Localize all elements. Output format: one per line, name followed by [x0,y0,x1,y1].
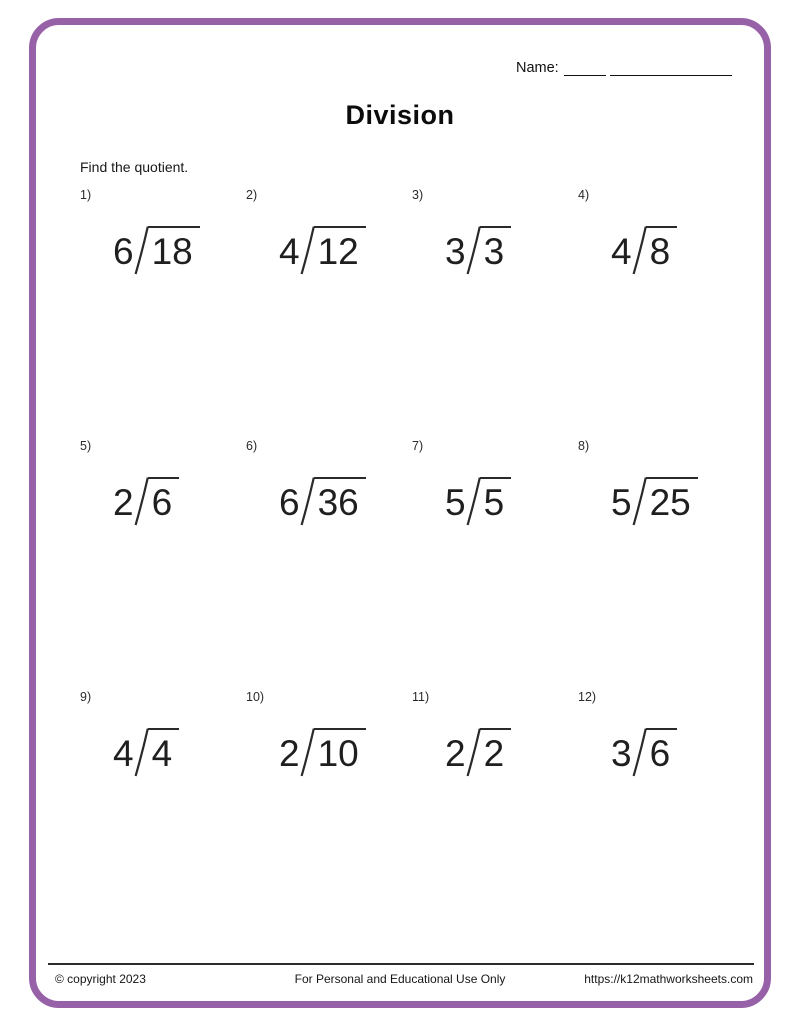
dividend: 10 [314,728,366,776]
divisor: 4 [611,231,632,272]
dividend: 8 [646,226,678,274]
dividend: 18 [148,226,200,274]
division-bracket-icon [466,477,481,526]
divisor: 6 [279,482,300,523]
dividend: 12 [314,226,366,274]
division-bracket-icon [632,728,647,777]
problem-number: 10) [246,690,265,704]
division-problem [611,728,677,777]
name-blank-line [610,60,732,76]
name-field [516,60,732,76]
problem-number: 11) [412,690,430,704]
dividend: 4 [148,728,180,776]
division-problem [279,477,366,526]
problems-grid [80,188,760,941]
division-problem [279,226,366,275]
division-bracket-icon [134,226,149,275]
problem-cell [80,439,246,690]
divisor: 4 [113,733,134,774]
problem-number: 1) [80,188,92,202]
division-problem [611,477,698,526]
division-bracket-icon [632,477,647,526]
division-bracket-icon [300,226,315,275]
problem-cell [412,188,578,439]
problem-number: 6) [246,439,258,453]
dividend: 25 [646,477,698,525]
problem-cell [578,439,744,690]
division-problem [279,728,366,777]
problem-cell [412,690,578,941]
division-problem [445,728,511,777]
problem-cell [80,188,246,439]
division-bracket-icon [134,728,149,777]
page-title: Division [345,100,455,130]
problem-number: 12) [578,690,597,704]
division-bracket-icon [632,226,647,275]
division-bracket-icon [300,477,315,526]
division-problem [113,477,179,526]
footer-divider [48,963,754,965]
divisor: 2 [279,733,300,774]
problem-cell [246,188,412,439]
division-problem [445,477,511,526]
divisor: 5 [611,482,632,523]
divisor: 4 [279,231,300,272]
division-bracket-icon [466,226,481,275]
division-problem [445,226,511,275]
name-label: Name: [516,60,559,76]
dividend: 5 [480,477,512,525]
divisor: 3 [445,231,466,272]
footer-url: https://k12mathworksheets.com [584,972,753,986]
problem-cell [578,690,744,941]
divisor: 3 [611,733,632,774]
problem-number: 7) [412,439,424,453]
footer-usage-text: For Personal and Educational Use Only [294,972,506,986]
dividend: 2 [480,728,512,776]
dividend: 36 [314,477,366,525]
dividend: 6 [148,477,180,525]
division-bracket-icon [300,728,315,777]
problem-cell [578,188,744,439]
problem-number: 9) [80,690,92,704]
division-bracket-icon [466,728,481,777]
division-bracket-icon [134,477,149,526]
problem-number: 8) [578,439,590,453]
problem-number: 4) [578,188,590,202]
footer-copyright: © copyright 2023 [55,972,146,986]
divisor: 6 [113,231,134,272]
name-blank-line [564,60,606,76]
problem-cell [80,690,246,941]
instruction-text: Find the quotient. [80,159,189,175]
division-problem [113,728,179,777]
problem-number: 2) [246,188,258,202]
division-problem [611,226,677,275]
dividend: 3 [480,226,512,274]
dividend: 6 [646,728,678,776]
problem-number: 5) [80,439,92,453]
problem-cell [246,439,412,690]
divisor: 2 [445,733,466,774]
problem-cell [412,439,578,690]
division-problem [113,226,200,275]
divisor: 2 [113,482,134,523]
problem-number: 3) [412,188,424,202]
problem-cell [246,690,412,941]
divisor: 5 [445,482,466,523]
